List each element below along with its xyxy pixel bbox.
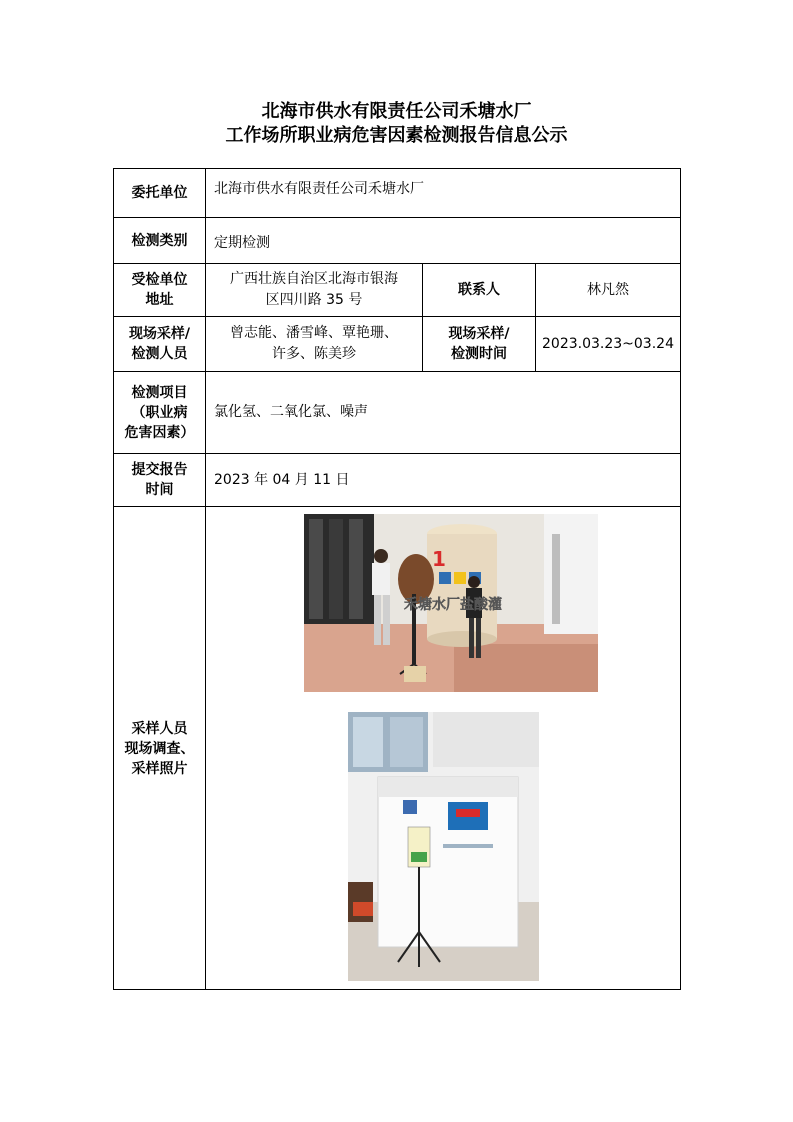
address-label: 受检单位 地址 (131, 272, 188, 308)
address-value: 广西壮族自治区北海市银海 区四川路 35 号 (230, 271, 398, 308)
time-value: 2023.03.23~03.24 (542, 335, 674, 352)
page-title-line1: 北海市供水有限责任公司禾塘水厂 (261, 101, 532, 122)
site-photo-1 (304, 514, 598, 692)
report-label: 提交报告 时间 (131, 462, 188, 498)
tank-number: 1 (432, 547, 446, 571)
staff-value: 曾志能、潘雪峰、覃艳珊、 许多、陈美珍 (230, 325, 398, 362)
client-value: 北海市供水有限责任公司禾塘水厂 (214, 181, 424, 197)
site-photo-2 (348, 712, 539, 981)
report-value: 2023 年 04 月 11 日 (214, 471, 350, 488)
type-value: 定期检测 (214, 234, 270, 251)
page-title-line2: 工作场所职业病危害因素检测报告信息公示 (225, 125, 568, 146)
contact-label: 联系人 (458, 282, 500, 298)
items-label: 检测项目 （职业病 危害因素） (124, 384, 195, 441)
staff-label: 现场采样/ 检测人员 (128, 326, 191, 362)
photo1-caption: 禾塘水厂盐酸灌 (404, 597, 502, 613)
photos-label: 采样人员 现场调查、 采样照片 (124, 720, 195, 777)
type-label: 检测类别 (131, 232, 188, 249)
contact-value: 林凡然 (587, 281, 629, 298)
time-label: 现场采样/ 检测时间 (448, 326, 510, 362)
info-table (113, 168, 681, 990)
client-label: 委托单位 (131, 185, 188, 201)
items-value: 氯化氢、二氧化氯、噪声 (214, 404, 368, 420)
